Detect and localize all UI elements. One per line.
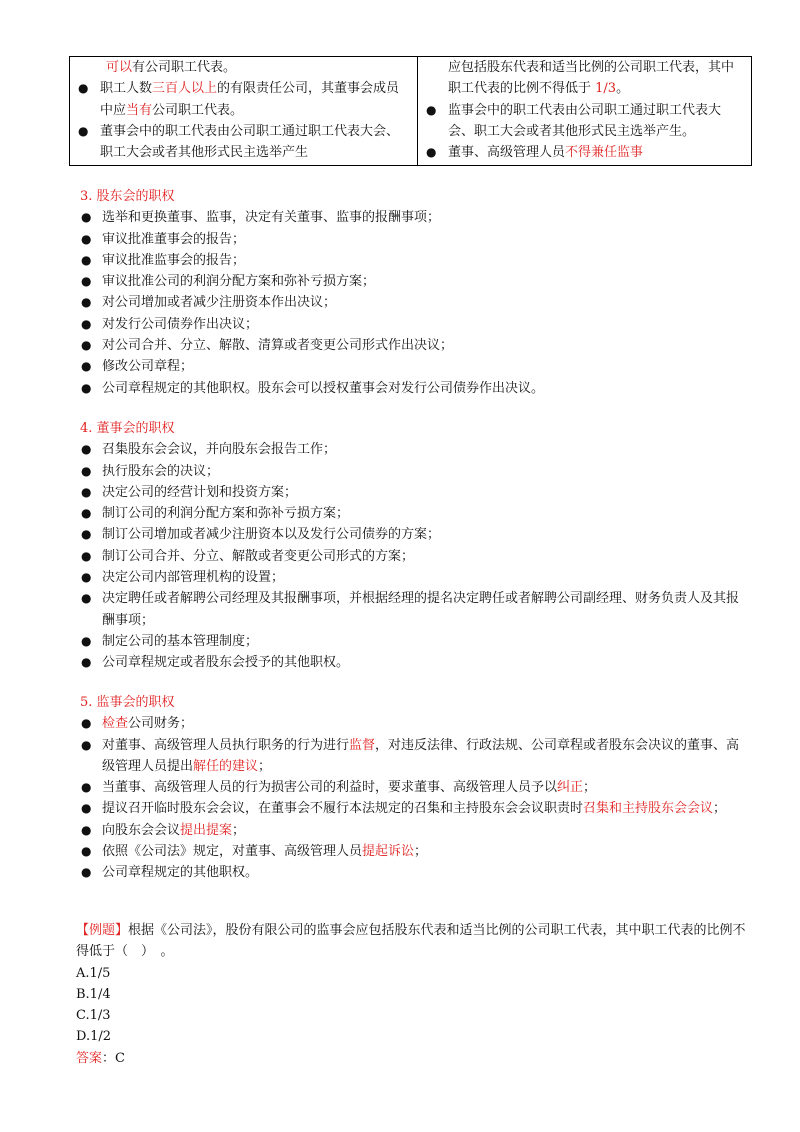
right-continuation [426, 57, 745, 100]
right-cell [418, 57, 752, 166]
list-item [80, 862, 745, 883]
text-run: 董事会中的职工代表由公司职工通过职工代表大会、职工大会或者其他形式民主选举产生 [100, 123, 400, 161]
text-run: ，对违反法律、行政法规、公司章程或者股东会决议的董事、高级管理人员提出 [102, 737, 740, 774]
left-continuation [78, 57, 411, 78]
answer-value: ：C [102, 1050, 125, 1066]
list-item [80, 378, 745, 399]
answer [76, 1048, 746, 1069]
text-run: 向股东会会议 [102, 822, 181, 838]
list-item [80, 735, 745, 778]
text-run: 职工人数 [100, 81, 153, 97]
list-item [80, 588, 745, 631]
text-run: 审议批准公司的利润分配方案和弥补亏损方案； [102, 274, 376, 290]
list-item [80, 292, 745, 313]
list-item [80, 439, 745, 460]
comparison-table [69, 56, 752, 166]
list-item [80, 271, 745, 292]
text-run: 审议批准董事会的报告； [102, 231, 246, 247]
highlight-text: 提出提案 [180, 822, 233, 838]
left-bullets [78, 78, 411, 163]
section-heading: 5. 监事会的职权 [80, 695, 175, 710]
text-run: ； [258, 758, 272, 774]
section-heading: 4. 董事会的职权 [80, 421, 175, 436]
highlight-text: 检查 [102, 716, 129, 732]
list-item [80, 841, 745, 862]
text-run: 公司职工代表。 [152, 102, 244, 118]
highlight-text: 三百人以上 [152, 81, 218, 97]
text-run: 对发行公司债券作出决议； [102, 316, 259, 332]
list-item [78, 78, 411, 121]
text-run: 公司章程规定或者股东会授予的其他职权。 [102, 655, 350, 671]
section-board-powers [80, 418, 745, 674]
list-item [80, 356, 745, 377]
text-run: 提议召开临时股东会会议，在董事会不履行本法规定的召集和主持股东会会议职责时 [102, 801, 584, 817]
highlight-text: 当有 [126, 102, 153, 118]
text-run: 的有限责任公司，其董事会成员中应 [100, 81, 400, 118]
answer-label: 答案 [76, 1050, 103, 1066]
list-item [426, 100, 745, 143]
text-run: 制定公司的基本管理制度； [102, 633, 259, 649]
list-item [80, 461, 745, 482]
highlight-text: 监督 [349, 737, 376, 753]
text-run: 制订公司合并、分立、解散或者变更公司形式的方案； [102, 548, 415, 564]
text-run: 审议批准监事会的报告； [102, 252, 246, 268]
bullet-list [80, 439, 745, 673]
highlight-text: 1/3 [595, 81, 617, 97]
list-item [80, 229, 745, 250]
highlight-text: 纠正 [557, 780, 584, 796]
text-run: 决定公司的经营计划和投资方案； [102, 484, 298, 500]
text-run: 有公司职工代表。 [132, 60, 237, 75]
text-run: 决定公司内部管理机构的设置； [102, 570, 285, 586]
text-run: 董事、高级管理人员 [448, 145, 566, 161]
left-cell [70, 57, 418, 166]
list-item [80, 250, 745, 271]
text-run: 公司章程规定的其他职权。 [102, 865, 259, 881]
section-supervisors-powers [80, 692, 745, 884]
bullet-list [80, 207, 745, 399]
text-run: 应包括股东代表和适当比例的公司职工代表，其中职工代表的比例不得低于 [448, 60, 735, 97]
text-run: 执行股东会的决议； [102, 463, 220, 479]
list-item [80, 713, 745, 734]
text-run: 选举和更换董事、监事，决定有关董事、监事的报酬事项； [102, 210, 441, 226]
text-run: 对公司增加或者减少注册资本作出决议； [102, 295, 337, 311]
list-item [80, 777, 745, 798]
text-run: 制订公司的利润分配方案和弥补亏损方案； [102, 506, 350, 522]
list-item [80, 207, 745, 228]
text-run: 公司章程规定的其他职权。股东会可以授权董事会对发行公司债券作出决议。 [102, 380, 545, 396]
option-a: A.1/5 [76, 965, 111, 981]
list-item [80, 567, 745, 588]
list-item [80, 652, 745, 673]
list-item [80, 314, 745, 335]
text-run: 公司财务； [128, 716, 194, 732]
list-item [80, 482, 745, 503]
list-item [80, 335, 745, 356]
text-run: 依照《公司法》规定，对董事、高级管理人员 [102, 844, 363, 860]
list-item [80, 631, 745, 652]
highlight-text: 不得兼任监事 [565, 145, 644, 161]
text-run: ； [713, 801, 727, 817]
option-b: B.1/4 [76, 986, 111, 1002]
text-run: 修改公司章程； [102, 359, 194, 375]
list-item [80, 798, 745, 819]
text-run: ； [583, 780, 597, 796]
highlight-text: 召集和主持股东会会议 [583, 801, 714, 817]
text-run: ； [414, 844, 428, 860]
list-item [80, 546, 745, 567]
list-item [80, 820, 745, 841]
text-run: 对董事、高级管理人员执行职务的行为进行 [102, 737, 350, 753]
list-item [78, 121, 411, 164]
highlight-text: 解任的建议 [193, 758, 259, 774]
text-run: 。 [616, 81, 630, 97]
highlight-text: 提起诉讼 [362, 844, 415, 860]
text-run: 当董事、高级管理人员的行为损害公司的利益时，要求董事、高级管理人员予以 [102, 780, 558, 796]
question-text [76, 920, 746, 963]
table-row [70, 57, 752, 166]
section-heading: 3. 股东会的职权 [80, 189, 175, 204]
section-shareholders-powers [80, 186, 745, 399]
option-c: C.1/3 [76, 1008, 111, 1024]
example-tag: 【例题】 [76, 923, 129, 938]
highlight-text: 可以 [106, 60, 133, 75]
text-run: 对公司合并、分立、解散、清算或者变更公司形式作出决议； [102, 338, 454, 354]
list-item [80, 524, 745, 545]
text-run: 召集股东会会议，并向股东会报告工作； [102, 442, 337, 458]
list-item [80, 503, 745, 524]
bullet-list [80, 713, 745, 883]
text-run: 决定聘任或者解聘公司经理及其报酬事项，并根据经理的提名决定聘任或者解聘公司副经理、财务负责人及其报酬事项； [102, 591, 740, 628]
list-item [426, 142, 745, 163]
text-run: ； [232, 822, 246, 838]
text-run: 制订公司增加或者减少注册资本以及发行公司债券的方案； [102, 527, 441, 543]
option-d: D.1/2 [76, 1029, 112, 1045]
right-bullets [426, 100, 745, 164]
example-question [76, 920, 746, 1069]
question-body: 根据《公司法》，股份有限公司的监事会应包括股东代表和适当比例的公司职工代表，其中职工代表的比例不得低于（ ） 。 [76, 923, 746, 960]
text-run: 监事会中的职工代表由公司职工通过职工代表大会、职工大会或者其他形式民主选举产生。 [448, 102, 722, 139]
